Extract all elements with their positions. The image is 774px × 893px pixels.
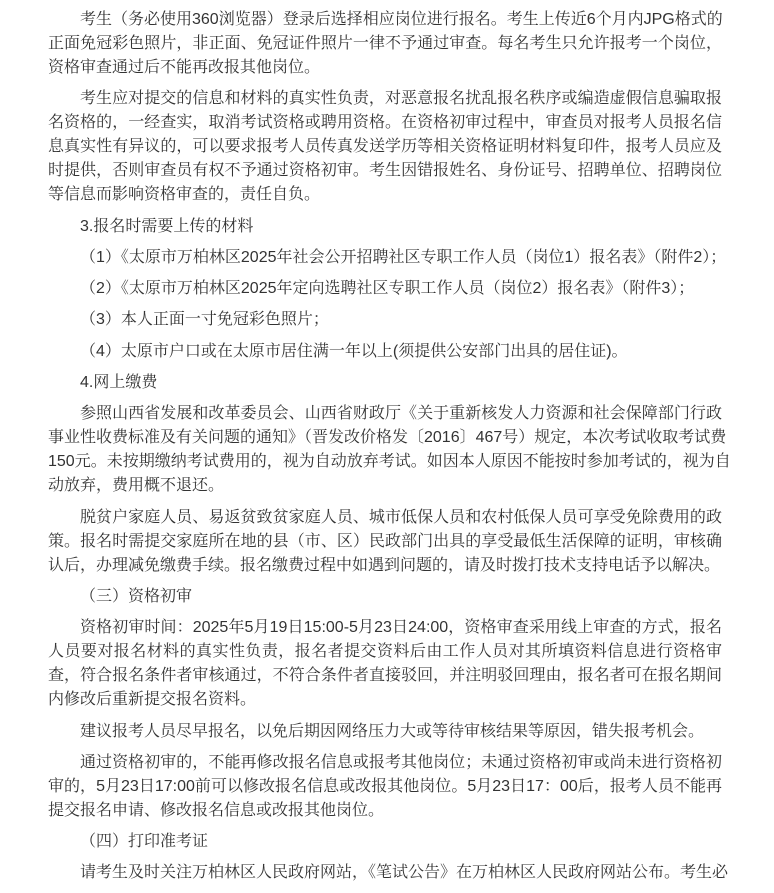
paragraph-line: 动放弃，费用概不退还。 bbox=[48, 477, 225, 495]
paragraph-line: 提交报名申请、修改报名信息或改报其他岗位。 bbox=[48, 801, 385, 819]
section-heading-upload-materials bbox=[48, 215, 722, 239]
list-item-text: （1）《太原市万柏林区2025年社会公开招聘社区专职工作人员（岗位1）报名表》（附件2）； bbox=[80, 248, 727, 266]
paragraph-line: 参照山西省发展和改革委员会、山西省财政厅《关于重新核发人力资源和社会保障部门行政 bbox=[80, 405, 722, 423]
review-period-paragraph bbox=[48, 616, 722, 712]
fee-exemption-paragraph bbox=[48, 506, 722, 578]
paragraph-line: 查，符合报名条件者审核通过，不符合条件者直接驳回，并注明驳回理由，报名者可在报名期间 bbox=[48, 667, 722, 685]
review-modification-paragraph bbox=[48, 751, 722, 823]
paragraph-line: 人员要对报名材料的真实性负责，报名者提交资料后由工作人员对其所填资料信息进行资格审 bbox=[48, 643, 722, 661]
paragraph-line: 等信息而影响资格审查的，责任自负。 bbox=[48, 186, 321, 204]
paragraph-line: 策。报名时需提交家庭所在地的县（市、区）民政部门出具的享受最低生活保障的证明，审核确 bbox=[48, 532, 722, 550]
section-heading-qualification-review bbox=[48, 585, 722, 609]
paragraph-line: 事业性收费标准及有关问题的通知》（晋发改价格发〔2016〕467号）规定，本次考试收取考试费 bbox=[48, 429, 727, 447]
material-item-4 bbox=[48, 340, 722, 364]
admission-ticket-paragraph bbox=[48, 861, 729, 885]
paragraph-line: 150元。未按期缴纳考试费用的，视为自动放弃考试。如因本人原因不能按时参加考试的，视为自 bbox=[48, 453, 731, 471]
paragraph-line: 资格初审时间：2025年5月19日15:00-5月23日24:00，资格审查采用线上审查的方式，报名 bbox=[80, 619, 722, 637]
paragraph-line: 资格审查通过后不能再改报其他岗位。 bbox=[48, 59, 321, 76]
paragraph-line: 通过资格初审的，不能再修改报名信息或报考其他岗位；未通过资格初审或尚未进行资格初 bbox=[80, 753, 722, 771]
paragraph-line: 考生（务必使用360浏览器）登录后选择相应岗位进行报名。考生上传近6个月内JPG格式的 bbox=[80, 11, 723, 28]
list-item-text: （2）《太原市万柏林区2025年定向选聘社区专职工作人员（岗位2）报名表》（附件3）； bbox=[80, 280, 695, 298]
paragraph-line: 息真实性有异议的，可以要求报考人员传真发送学历等相关资格证明材料复印件，报考人员应及 bbox=[48, 138, 722, 156]
section-heading-online-payment bbox=[48, 371, 722, 395]
information-authenticity-paragraph bbox=[48, 87, 722, 207]
heading-text: 3.报名时需要上传的材料 bbox=[80, 217, 254, 235]
paragraph-line: 正面免冠彩色照片，非正面、免冠证件照片一律不予通过审查。每名考生只允许报考一个岗位， bbox=[48, 35, 722, 52]
paragraph-line: 脱贫户家庭人员、易返贫致贫家庭人员、城市低保人员和农村低保人员可享受免除费用的政 bbox=[80, 508, 722, 526]
registration-instructions-paragraph bbox=[48, 8, 722, 80]
paragraph-line: 时提供，否则审查员有权不予通过资格初审。考生因错报姓名、身份证号、招聘单位、招聘岗位 bbox=[48, 162, 722, 180]
heading-text: （三）资格初审 bbox=[80, 587, 193, 605]
paragraph-line: 建议报考人员尽早报名，以免后期因网络压力大或等待审核结果等原因，错失报考机会。 bbox=[80, 722, 705, 740]
list-item-text: （4）太原市户口或在太原市居住满一年以上(须提供公安部门出具的居住证)。 bbox=[80, 342, 628, 360]
heading-text: （四）打印准考证 bbox=[80, 833, 209, 851]
section-heading-print-admission-ticket bbox=[48, 830, 722, 854]
material-item-2 bbox=[48, 277, 722, 301]
exam-fee-paragraph bbox=[48, 402, 731, 498]
paragraph-line: 考生应对提交的信息和材料的真实性负责，对恶意报名扰乱报名秩序或编造虚假信息骗取报 bbox=[80, 90, 722, 108]
paragraph-line: 审的，5月23日17:00前可以修改报名信息或改报其他岗位。5月23日17：00后，报考人员不能再 bbox=[48, 777, 722, 795]
paragraph-line: 名资格的，一经查实，取消考试资格或聘用资格。在资格初审过程中，审查员对报考人员报名信 bbox=[48, 114, 722, 132]
paragraph-line: 请考生及时关注万柏林区人民政府网站，《笔试公告》在万柏林区人民政府网站公布。考生必 bbox=[80, 864, 729, 882]
paragraph-line: 认后，办理减免缴费手续。报名缴费过程中如遇到问题的，请及时拨打技术支持电话予以解决。 bbox=[48, 556, 721, 574]
article-body bbox=[48, 8, 731, 893]
material-item-3 bbox=[48, 308, 722, 332]
paragraph-line: 内修改后重新提交报名资料。 bbox=[48, 691, 257, 709]
early-registration-paragraph bbox=[48, 720, 722, 744]
material-item-1 bbox=[48, 246, 727, 270]
list-item-text: （3）本人正面一寸免冠彩色照片； bbox=[80, 311, 329, 329]
heading-text: 4.网上缴费 bbox=[80, 374, 158, 392]
